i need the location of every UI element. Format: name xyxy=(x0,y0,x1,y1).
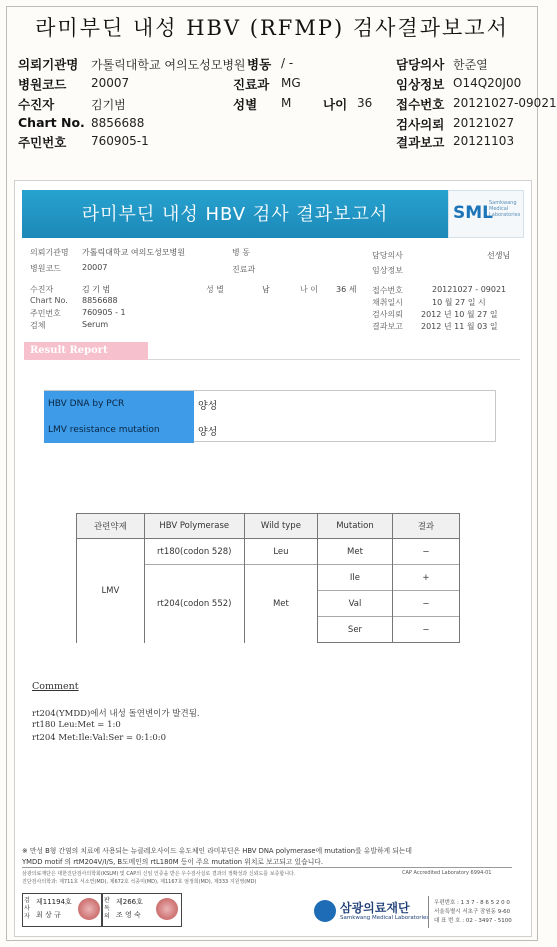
info-dept-label: 진료과 xyxy=(232,265,256,274)
receipt-value: 20121027-09021 xyxy=(453,96,557,110)
document-title: 라미부딘 내성 HBV (RFMP) 검사결과보고서 xyxy=(35,16,509,40)
result-label-lmv-resistance: LMV resistance mutation xyxy=(44,417,194,443)
info-request-label: 검사의뢰 xyxy=(372,310,403,319)
clinical-label: 임상정보 xyxy=(396,77,445,92)
hospital-code-label: 병원코드 xyxy=(18,77,67,92)
footer-rule xyxy=(22,867,512,868)
chart-no-value: 8856688 xyxy=(91,116,145,130)
org-name: 삼광의료재단 xyxy=(340,901,410,915)
info-sex-label: 성 별 xyxy=(206,285,224,294)
ward-label: 병동 xyxy=(247,57,272,72)
col-header-wild-type: Wild type xyxy=(244,514,317,539)
info-receipt-value: 20121027 - 09021 xyxy=(432,285,507,294)
doctors-line: 진단검사의학과: 제711호 서소연(MD), 제672호 석종미(MD), 제1167호 엄정희(MD), 제333 지원영(MD) xyxy=(22,879,257,885)
hospital-code-value: 20007 xyxy=(91,76,130,90)
comment-line: rt204 Met:Ile:Val:Ser = 0:1:0:0 xyxy=(32,733,167,743)
polymerase-cell: rt204(codon 552) xyxy=(144,565,244,643)
clinical-value: O14Q20J00 xyxy=(453,76,522,90)
info-receipt-label: 접수번호 xyxy=(372,286,403,295)
doctor-label: 담당의사 xyxy=(396,57,445,72)
certification-line: 삼광의료재단은 대한진단검사의학회(KSLM) 및 CAP의 신임 인증을 받은 우수검사실로 결과의 정확성과 신뢰도를 보증합니다. xyxy=(22,871,296,877)
dept-label: 진료과 xyxy=(233,77,270,92)
col-header-result: 결과 xyxy=(392,514,459,539)
dept-value: MG xyxy=(281,76,301,90)
col-header-polymerase: HBV Polymerase xyxy=(144,514,244,539)
table-header-row xyxy=(77,514,460,539)
cap-accreditation: CAP Accredited Laboratory 6994-01 xyxy=(402,870,492,876)
age-label: 나이 xyxy=(323,97,348,112)
drug-cell: LMV xyxy=(77,539,145,643)
address-line: 서울특별시 서초구 잠원동 9-60 xyxy=(434,909,511,915)
info-report-label: 결과보고 xyxy=(372,322,403,331)
info-patient-value: 김 기 범 xyxy=(82,285,111,294)
result-label-hbv-dna: HBV DNA by PCR xyxy=(44,391,194,417)
patient-label: 수진자 xyxy=(18,97,55,112)
rrn-value: 760905-1 xyxy=(91,134,149,148)
table-row xyxy=(77,539,460,565)
info-doctor-value: 선생님 xyxy=(487,251,511,260)
mutation-cell: Met xyxy=(318,539,393,565)
age-value: 36 xyxy=(357,96,373,110)
info-ward-label: 병 동 xyxy=(232,248,250,257)
examiner-name: 최 상 규 xyxy=(36,911,61,919)
info-rrn-label: 주민번호 xyxy=(30,309,61,318)
info-chart-label: Chart No. xyxy=(30,296,68,305)
result-value-hbv-dna: 양성 xyxy=(198,401,218,412)
doctor-value: 한준열 xyxy=(453,58,488,72)
result-cell: − xyxy=(392,539,459,565)
examiner-stamp-title: 검사자 xyxy=(24,897,30,920)
org-value: 가톨릭대학교 여의도성모병원 xyxy=(91,58,246,72)
receipt-label: 접수번호 xyxy=(396,97,445,112)
examiner-seal xyxy=(78,898,100,920)
reader-stamp-title: 판독의 xyxy=(104,897,110,920)
mutation-table xyxy=(76,513,460,643)
report-banner-title: 라미부딘 내성 HBV 검사 결과보고서 xyxy=(81,204,389,225)
info-age-label: 나 이 xyxy=(300,285,318,294)
sml-logo: SML xyxy=(453,203,493,223)
reader-license: 제266호 xyxy=(116,898,143,906)
comment-heading: Comment xyxy=(32,681,79,692)
examiner-license: 제11194호 xyxy=(36,898,72,906)
info-clinical-label: 임상정보 xyxy=(372,266,403,275)
sml-logo-subtitle: Samkwang Medical Laboratories xyxy=(489,200,521,218)
footer-separator xyxy=(428,896,429,928)
info-org-label: 의뢰기관명 xyxy=(30,248,69,257)
result-value-lmv-resistance: 양성 xyxy=(198,427,218,438)
chart-no-label: Chart No. xyxy=(18,115,85,130)
reader-seal xyxy=(156,898,178,920)
wild-type-cell: Leu xyxy=(244,539,317,565)
sex-value: M xyxy=(281,96,292,110)
col-header-drug: 관련약제 xyxy=(77,514,145,539)
samkwang-logo-icon xyxy=(314,900,336,922)
info-collect-label: 채취일시 xyxy=(372,298,403,307)
comment-line: rt204(YMDD)에서 내성 돌연변이가 발견됨. xyxy=(32,709,200,719)
result-cell: − xyxy=(392,617,459,643)
result-cell: − xyxy=(392,591,459,617)
ward-value: / - xyxy=(281,56,294,70)
result-report-rule xyxy=(148,359,520,360)
info-code-value: 20007 xyxy=(82,263,108,272)
address-line: 대 표 번 호 : 02 - 3497 - 5100 xyxy=(434,918,512,924)
address-line: 우편번호 : 1 3 7 - 8 6 5 2 0 0 xyxy=(434,900,510,906)
reader-name: 조 영 숙 xyxy=(116,911,141,919)
info-chart-value: 8856688 xyxy=(82,296,118,305)
request-value: 20121027 xyxy=(453,116,515,130)
info-org-value: 가톨릭대학교 여의도성모병원 xyxy=(82,248,186,257)
info-rrn-value: 760905 - 1 xyxy=(82,308,126,317)
result-report-heading: Result Report xyxy=(30,345,108,356)
footnote-line: ※ 만성 B형 간염의 치료에 사용되는 뉴클레오사이드 유도체인 라미부딘은 HBV DNA polymerase에 mutation를 유발하게 되는데 xyxy=(22,847,412,855)
org-label: 의뢰기관명 xyxy=(18,57,79,72)
info-request-value: 2012 년 10 월 27 일 xyxy=(421,310,498,319)
report-date-value: 20121103 xyxy=(453,134,515,148)
mutation-cell: Ser xyxy=(318,617,393,643)
result-cell: + xyxy=(392,565,459,591)
col-header-mutation: Mutation xyxy=(318,514,393,539)
info-collect-value: 10 월 27 일 시 xyxy=(432,298,486,307)
rrn-label: 주민번호 xyxy=(18,135,67,150)
mutation-cell: Val xyxy=(318,591,393,617)
info-specimen-value: Serum xyxy=(82,320,109,329)
mutation-cell: Ile xyxy=(318,565,393,591)
sex-label: 성별 xyxy=(233,97,258,112)
info-sex-value: 남 xyxy=(262,285,270,294)
polymerase-cell: rt180(codon 528) xyxy=(144,539,244,565)
wild-type-cell: Met xyxy=(244,565,317,643)
comment-line: rt180 Leu:Met = 1:0 xyxy=(32,720,121,730)
info-patient-label: 수진자 xyxy=(30,285,54,294)
info-code-label: 병원코드 xyxy=(30,264,61,273)
patient-value: 김기범 xyxy=(91,98,126,112)
info-report-value: 2012 년 11 월 03 일 xyxy=(421,322,498,331)
info-specimen-label: 검체 xyxy=(30,321,46,330)
info-age-value: 36 세 xyxy=(336,285,357,294)
request-label: 검사의뢰 xyxy=(396,117,445,132)
footnote-line: YMDD motif 의 rtM204V/I/S, B도메인의 rtL180M 등이 주요 mutation 위치로 보고되고 있습니다. xyxy=(22,858,323,866)
report-date-label: 결과보고 xyxy=(396,135,445,150)
org-subtitle: Samkwang Medical Laboratories xyxy=(340,915,430,921)
info-doctor-label: 담당의사 xyxy=(372,251,403,260)
